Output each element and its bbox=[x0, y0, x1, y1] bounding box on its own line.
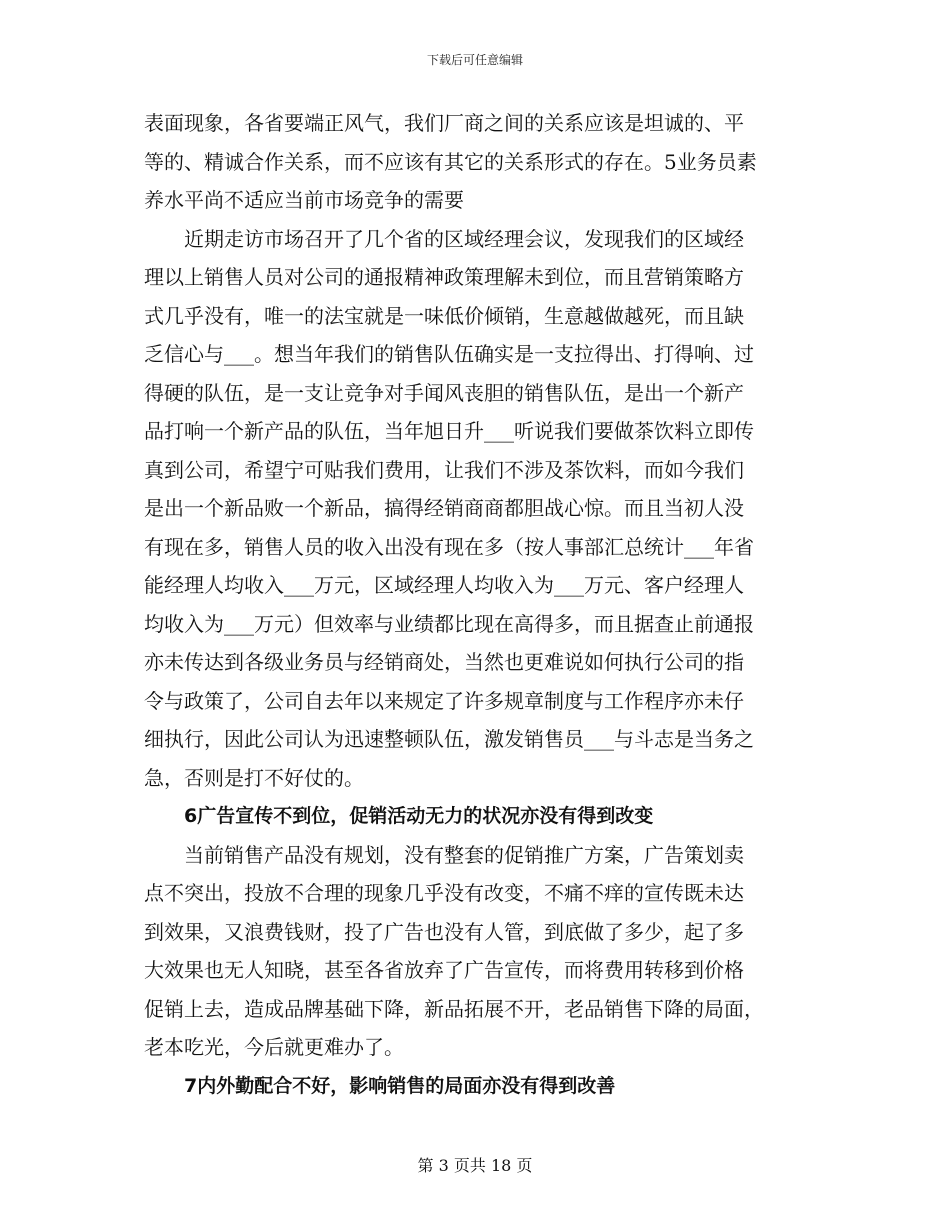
body-line: 促销上去，造成品牌基础下降，新品拓展不开，老品销售下降的局面， bbox=[144, 996, 764, 1021]
body-line: 到效果，又浪费钱财，投了广告也没有人管，到底做了多少，起了多 bbox=[144, 919, 744, 944]
paragraph-first-line: 近期走访市场召开了几个省的区域经理会议，发现我们的区域经 bbox=[184, 226, 744, 251]
paragraph-first-line: 当前销售产品没有规划，没有整套的促销推广方案，广告策划卖 bbox=[184, 842, 744, 867]
body-line: 真到公司，希望宁可贴我们费用，让我们不涉及茶饮料，而如今我们 bbox=[144, 457, 744, 482]
body-line: 均收入为___万元）但效率与业绩都比现在高得多，而且据查止前通报 bbox=[144, 611, 754, 636]
section-heading-6: 6广告宣传不到位，促销活动无力的状况亦没有得到改变 bbox=[184, 805, 654, 827]
body-line: 得硬的队伍，是一支让竞争对手闻风丧胆的销售队伍，是出一个新产 bbox=[144, 380, 744, 405]
body-line: 能经理人均收入___万元，区域经理人均收入为___万元、客户经理人 bbox=[144, 573, 744, 597]
page-header: 下载后可任意编辑 bbox=[426, 53, 523, 67]
body-line: 亦未传达到各级业务员与经销商处，当然也更难说如何执行公司的指 bbox=[144, 650, 744, 674]
section-heading-7: 7内外勤配合不好，影响销售的局面亦没有得到改善 bbox=[184, 1074, 616, 1097]
body-line: 令与政策了，公司自去年以来规定了许多规章制度与工作程序亦未仔 bbox=[144, 688, 744, 713]
body-line: 式几乎没有，唯一的法宝就是一味低价倾销，生意越做越死，而且缺 bbox=[144, 303, 744, 328]
body-line: 养水平尚不适应当前市场竞争的需要 bbox=[144, 188, 464, 212]
body-line: 表面现象，各省要端正风气，我们厂商之间的关系应该是坦诚的、平 bbox=[144, 111, 744, 135]
body-line: 理以上销售人员对公司的通报精神政策理解未到位，而且营销策略方 bbox=[144, 265, 744, 289]
body-line: 品打响一个新产品的队伍，当年旭日升___听说我们要做茶饮料立即传 bbox=[144, 419, 754, 443]
body-line: 老本吃光，今后就更难办了。 bbox=[144, 1035, 404, 1059]
body-line: 点不突出，投放不合理的现象几乎没有改变，不痛不痒的宣传既未达 bbox=[144, 881, 744, 905]
body-line: 有现在多，销售人员的收入出没有现在多（按人事部汇总统计___年省 bbox=[144, 534, 754, 559]
body-line: 急，否则是打不好仗的。 bbox=[144, 765, 364, 790]
body-line: 细执行，因此公司认为迅速整顿队伍，激发销售员___与斗志是当务之 bbox=[144, 727, 754, 751]
body-line: 乏信心与___。想当年我们的销售队伍确实是一支拉得出、打得响、过 bbox=[144, 342, 754, 366]
body-line: 是出一个新品败一个新品，搞得经销商商都胆战心惊。而且当初人没 bbox=[144, 496, 744, 520]
document-body bbox=[144, 104, 808, 1105]
page-number: 第 3 页共 18 页 bbox=[417, 1156, 533, 1175]
body-line: 等的、精诚合作关系，而不应该有其它的关系形式的存在。5业务员素 bbox=[144, 149, 757, 174]
body-line: 大效果也无人知晓，甚至各省放弃了广告宣传，而将费用转移到价格 bbox=[144, 958, 744, 982]
